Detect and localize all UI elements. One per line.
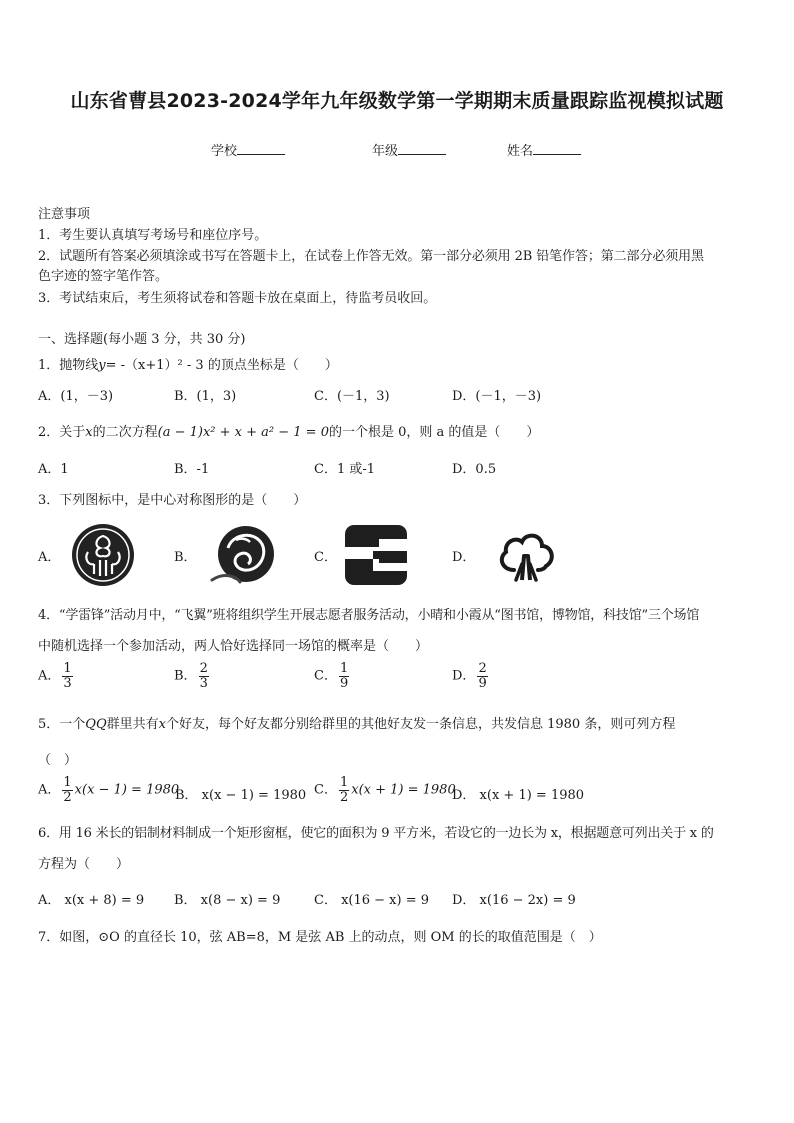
ornament-circle-icon[interactable] [70,522,136,588]
q4-option-c[interactable]: C． $\frac{1}{9}$ [314,661,349,691]
notes-heading: 注意事项 [38,207,91,222]
q6-option-c[interactable]: C． x(16 − x) = 9 [314,893,430,908]
grade-field[interactable] [372,140,446,159]
q1-option-c[interactable]: C．(－1，3) [314,389,390,404]
q3-option-a[interactable]: A． [38,550,61,565]
q5-stem: 5．一个QQ群里共有x个好友，每个好友都分别给群里的其他好友发一条信息，共发信息 1980 条，则可列方程 [38,717,676,732]
q4-option-b[interactable]: B． $\frac{2}{3}$ [174,661,208,691]
name-field[interactable] [507,140,581,159]
q5-option-b[interactable]: B． x(x − 1) = 1980 [175,788,307,803]
q6-option-a[interactable]: A． x(x + 8) = 9 [38,893,145,908]
note-2-cont: 色字迹的签字笔作答。 [38,269,169,284]
cloud-tree-icon[interactable] [494,526,558,582]
note-3: 3．考试结束后，考生须将试卷和答题卡放在桌面上，待监考员收回。 [38,291,437,306]
q5-answer-paren: （ ） [38,753,78,768]
swirl-logo-icon[interactable] [206,520,278,590]
q2-stem: 2．关于x的二次方程(a − 1)x² + x + a² − 1 = 0的一个根是 0，则 a 的值是（ ） [38,425,540,440]
q4-option-d[interactable]: D． $\frac{2}{9}$ [452,661,487,691]
section-heading: 一、选择题(每小题 3 分，共 30 分) [38,332,246,347]
q1-option-b[interactable]: B．(1，3) [174,389,237,404]
q4-option-a[interactable]: A． $\frac{1}{3}$ [38,661,72,691]
q2-option-c[interactable]: C．1 或-1 [314,462,376,477]
q1-stem: 1．抛物线y= -（x+1）² - 3 的顶点坐标是（ ） [38,358,338,373]
q1-option-a[interactable]: A．(1，－3) [38,389,114,404]
q2-equation: (a − 1)x² + x + a² − 1 = 0 [157,425,329,440]
q6-stem: 6．用 16 米长的铝制材料制成一个矩形窗框，使它的面积为 9 平方米，若设它的一边长为 x，根据题意可列出关于 x 的 [38,826,714,841]
name-label: 姓名 [507,144,534,159]
q3-option-c[interactable]: C． [314,550,337,565]
grade-label: 年级 [372,144,399,159]
q2-option-b[interactable]: B．-1 [174,462,210,477]
q6-option-b[interactable]: B． x(8 − x) = 9 [174,893,281,908]
q6-stem-cont: 方程为（ ） [38,857,130,872]
q1-option-d[interactable]: D．(－1，－3) [452,389,542,404]
q4-stem-cont: 中随机选择一个参加活动，两人恰好选择同一场馆的概率是（ ） [38,639,429,654]
q2-option-a[interactable]: A．1 [38,462,69,477]
q5-option-d[interactable]: D． x(x + 1) = 1980 [452,788,585,803]
school-label: 学校 [211,144,238,159]
s-block-icon[interactable] [345,525,407,585]
q7-stem: 7．如图，⊙O 的直径长 10，弦 AB=8，M 是弦 AB 上的动点，则 OM 的长的取值范围是（ ） [38,930,602,945]
q2-option-d[interactable]: D．0.5 [452,462,497,477]
q4-stem: 4．“学雷锋”活动月中，“飞翼”班将组织学生开展志愿者服务活动，小晴和小霞从“图书馆，博物馆，科技馆”三个场馆 [38,608,700,623]
q3-stem: 3．下列图标中，是中心对称图形的是（ ） [38,493,307,508]
page-title: 山东省曹县2023-2024学年九年级数学第一学期期末质量跟踪监视模拟试题 [70,90,724,112]
school-field[interactable] [211,140,285,159]
q6-option-d[interactable]: D． x(16 − 2x) = 9 [452,893,576,908]
q5-option-c[interactable]: C． $\frac{1}{2}$ x(x + 1) = 1980 [314,775,456,805]
note-1: 1．考生要认真填写考场号和座位序号。 [38,228,268,243]
q3-option-d[interactable]: D． [452,550,476,565]
q3-option-b[interactable]: B． [174,550,197,565]
note-2: 2．试题所有答案必须填涂或书写在答题卡上，在试卷上作答无效。第一部分必须用 2B 铅笔作答；第二部分必须用黑 [38,249,704,264]
q5-option-a[interactable]: A． $\frac{1}{2}$ x(x − 1) = 1980 [38,775,180,805]
